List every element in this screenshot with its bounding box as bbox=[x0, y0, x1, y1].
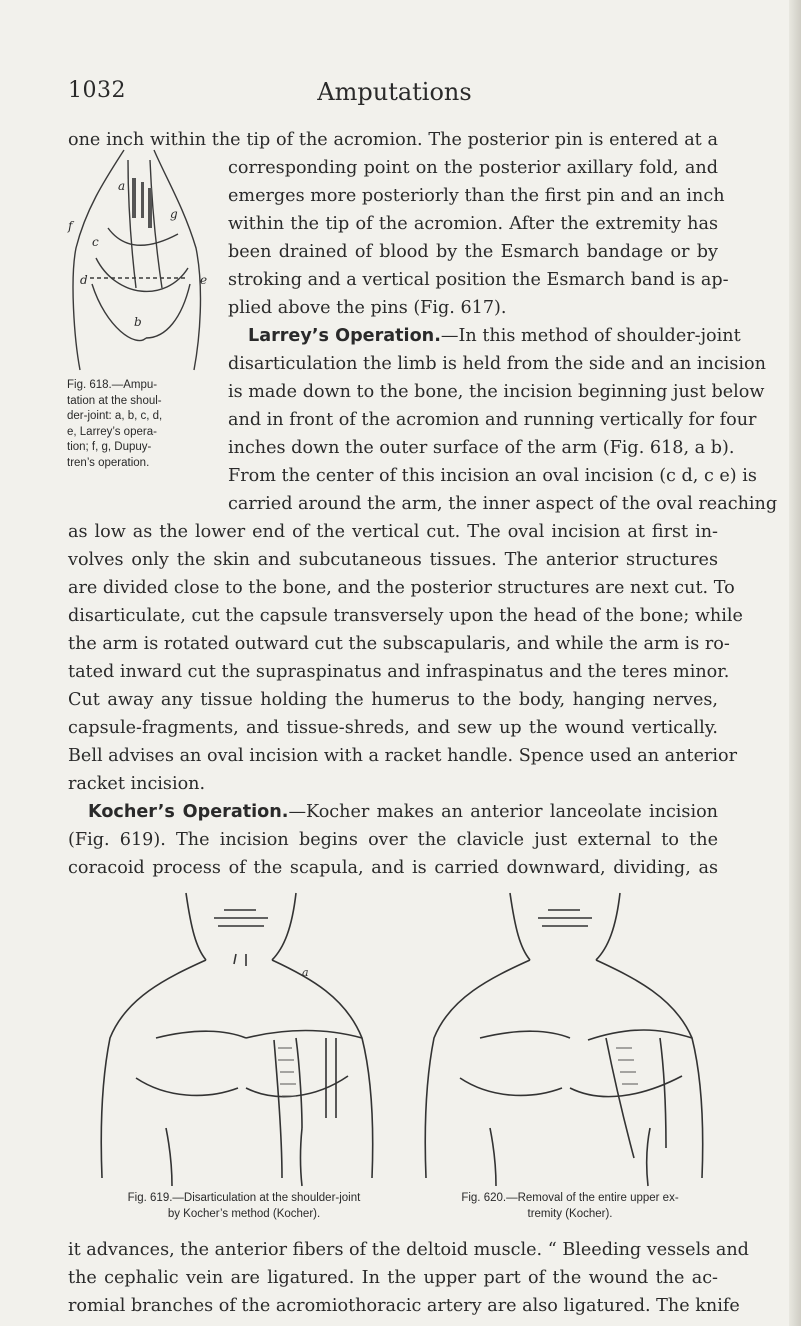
section-line-larrey: Larrey’s Operation.—In this method of shoulder-joint bbox=[248, 326, 741, 346]
text-line: capsule-fragments, and tissue-shreds, and sew up the wound vertically. bbox=[68, 718, 718, 738]
text-line: been drained of blood by the Esmarch bandage or by bbox=[228, 242, 718, 262]
running-header bbox=[68, 78, 721, 110]
figure-618-label: d bbox=[80, 273, 88, 287]
text-line: inches down the outer surface of the arm (Fig. 618, a b). bbox=[228, 438, 735, 458]
text-line: one inch within the tip of the acromion. The posterior pin is entered at a bbox=[68, 130, 718, 150]
figure-618-illustration bbox=[66, 138, 226, 378]
text-line: From the center of this incision an oval incision (c d, c e) is bbox=[228, 466, 757, 486]
text-line: coracoid process of the scapula, and is carried downward, dividing, as bbox=[68, 858, 718, 878]
text-line: plied above the pins (Fig. 617). bbox=[228, 298, 507, 318]
text-line: the arm is rotated outward cut the subscapularis, and while the arm is ro- bbox=[68, 634, 730, 654]
text-line: (Fig. 619). The incision begins over the clavicle just external to the bbox=[68, 830, 718, 850]
figure-619-label: a bbox=[302, 966, 309, 979]
text-line: volves only the skin and subcutaneous tissues. The anterior structures bbox=[68, 550, 718, 570]
figure-618-label: b bbox=[134, 315, 142, 329]
text-line: stroking and a vertical position the Esmarch band is ap- bbox=[228, 270, 729, 290]
figure-619-caption: Fig. 619.—Disarticulation at the shoulder-joint by Kocher’s method (Kocher). bbox=[127, 1192, 361, 1220]
text-line: the cephalic vein are ligatured. In the upper part of the wound the ac- bbox=[68, 1268, 718, 1288]
figure-618-label: c bbox=[92, 235, 99, 249]
text-line: romial branches of the acromiothoracic artery are also ligatured. The knife bbox=[68, 1296, 740, 1316]
text-line: are divided close to the bone, and the posterior structures are next cut. To bbox=[68, 578, 735, 598]
text-line: racket incision. bbox=[68, 774, 206, 794]
text-line: corresponding point on the posterior axillary fold, and bbox=[228, 158, 718, 178]
text-line: disarticulate, cut the capsule transversely upon the head of the bone; while bbox=[68, 606, 743, 626]
section-heading-larrey: Larrey’s Operation. bbox=[248, 326, 441, 346]
text-line: tated inward cut the supraspinatus and infraspinatus and the teres minor. bbox=[68, 662, 730, 682]
section-heading-kocher: Kocher’s Operation. bbox=[88, 802, 289, 822]
page-number: 1032 bbox=[68, 78, 126, 103]
text-line: Cut away any tissue holding the humerus to the body, hanging nerves, bbox=[68, 690, 718, 710]
figure-618-label: f bbox=[68, 219, 73, 233]
figure-619-illustration bbox=[96, 888, 386, 1188]
text-line: is made down to the bone, the incision beginning just below bbox=[228, 382, 765, 402]
text-line: within the tip of the acromion. After the extremity has bbox=[228, 214, 718, 234]
text-line: and in front of the acromion and running vertically for four bbox=[228, 410, 757, 430]
text-line: carried around the arm, the inner aspect of the oval reaching bbox=[228, 494, 778, 514]
page-title: Amputations bbox=[317, 78, 472, 106]
text-line: it advances, the anterior fibers of the deltoid muscle. “ Bleeding vessels and bbox=[68, 1240, 749, 1260]
figure-618-label: e bbox=[200, 273, 208, 287]
text-line: disarticulation the limb is held from the side and an incision bbox=[228, 354, 766, 374]
text-line: Bell advises an oval incision with a racket handle. Spence used an anterior bbox=[68, 746, 738, 766]
page-edge bbox=[789, 0, 801, 1326]
figure-618-label: g bbox=[170, 207, 178, 221]
text-line: emerges more posteriorly than the first pin and an inch bbox=[228, 186, 725, 206]
text-line: as low as the lower end of the vertical cut. The oval incision at first in- bbox=[68, 522, 718, 542]
figure-618-label: a bbox=[118, 179, 126, 193]
figure-620-illustration bbox=[420, 888, 720, 1188]
section-line-kocher: Kocher’s Operation.—Kocher makes an anterior lanceolate incision bbox=[88, 802, 719, 822]
figure-618-caption: Fig. 618.—Ampu- tation at the shoul- der-joint: a, b, c, d, e, Larrey’s opera- tion; f, g, Dupuy- tren’s operation. bbox=[67, 379, 163, 469]
figure-620-caption: Fig. 620.—Removal of the entire upper ex- tremity (Kocher). bbox=[461, 1192, 679, 1220]
